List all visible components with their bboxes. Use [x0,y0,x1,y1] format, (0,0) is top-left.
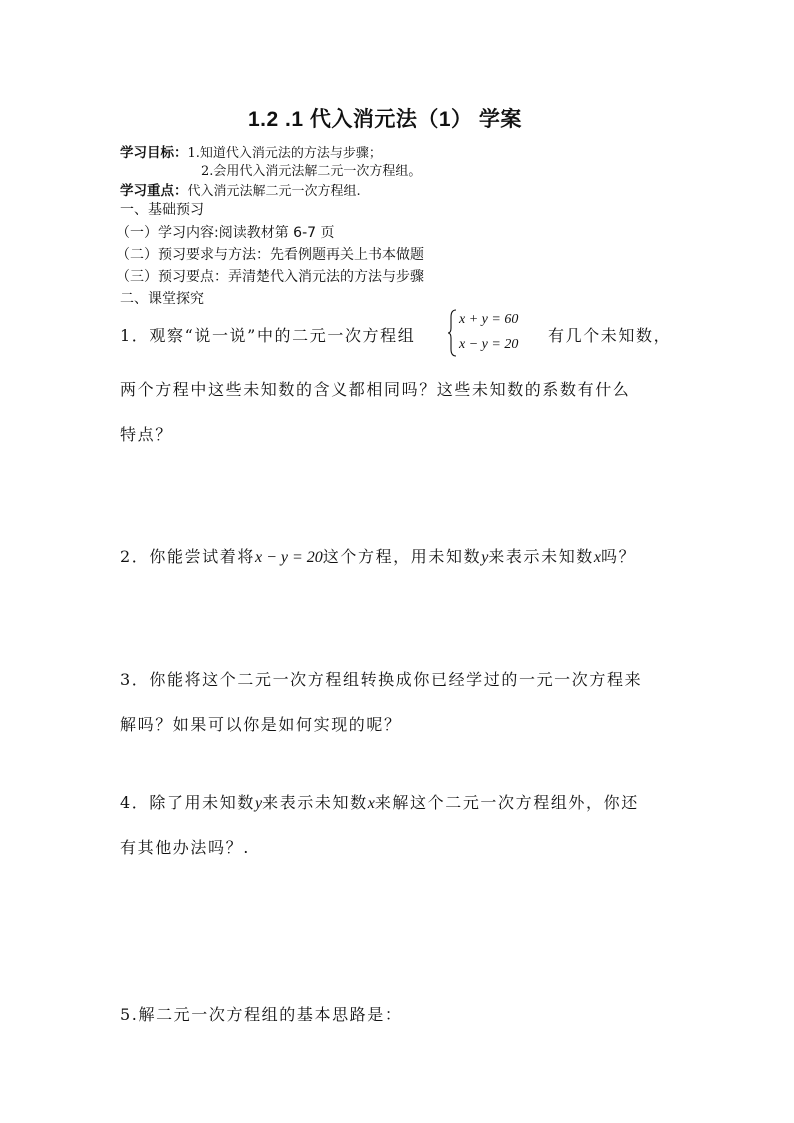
q2-part-a: 2．你能尝试着将 [120,547,255,566]
section-1-item-2: （二）预习要求与方法：先看例题再关上书本做题 [116,247,424,263]
system-equation-2: x − y = 20 [459,337,519,352]
q4-part-b: 来表示未知数 [262,793,368,812]
q1-line-3: 特点？ [120,425,173,444]
goal-item-1: 1.知道代入消元法的方法与步骤； [187,146,382,161]
q4-line-2: 有其他办法吗？. [120,838,250,857]
page-title: 1.2 .1 代入消元法（1） 学案 [248,108,522,131]
section-1-heading: 一、基础预习 [120,202,204,218]
q2-text [120,544,636,567]
goals-label: 学习目标： [120,145,188,161]
system-equation-1: x + y = 60 [459,312,519,327]
q4-line-1 [120,790,639,813]
focus-text: 代入消元法解二元一次方程组. [187,184,361,199]
brace-icon [447,309,457,357]
section-1-item-3: （三）预习要点：弄清楚代入消元法的方法与步骤 [116,269,424,285]
q2-part-c: 来表示未知数 [488,547,594,566]
q1-prefix: 1．观察“说一说”中的二元一次方程组 [120,326,416,345]
q4-part-a: 4．除了用未知数 [120,793,255,812]
q3-line-2: 解吗？如果可以你是如何实现的呢？ [120,715,402,734]
q1-suffix: 有几个未知数， [548,326,672,345]
q4-part-c: 来解这个二元一次方程组外，你还 [374,793,639,812]
q1-line-2: 两个方程中这些未知数的含义都相同吗？这些未知数的系数有什么 [120,380,631,399]
goals-row [120,141,382,161]
q5-text: 5.解二元一次方程组的基本思路是： [120,1005,403,1024]
q2-part-d: 吗？ [601,547,637,566]
q4-var-x: x [367,795,375,812]
q2-var-x: x [593,549,602,566]
equation-system [447,309,533,357]
q4-var-y: y [254,795,263,812]
q3-line-1: 3．你能将这个二元一次方程组转换成你已经学过的一元一次方程来 [120,670,643,689]
q2-var-y: y [481,549,489,566]
section-1-item-1: （一）学习内容:阅读教材第 6-7 页 [116,225,335,241]
section-2-heading: 二、课堂探究 [120,291,204,307]
q2-equation: x − y = 20 [254,549,323,566]
q2-part-b: 这个方程，用未知数 [322,547,482,566]
goal-item-2: 2.会用代入消元法解二元一次方程组。 [201,164,422,179]
focus-row [120,179,361,199]
focus-label: 学习重点： [120,183,188,199]
